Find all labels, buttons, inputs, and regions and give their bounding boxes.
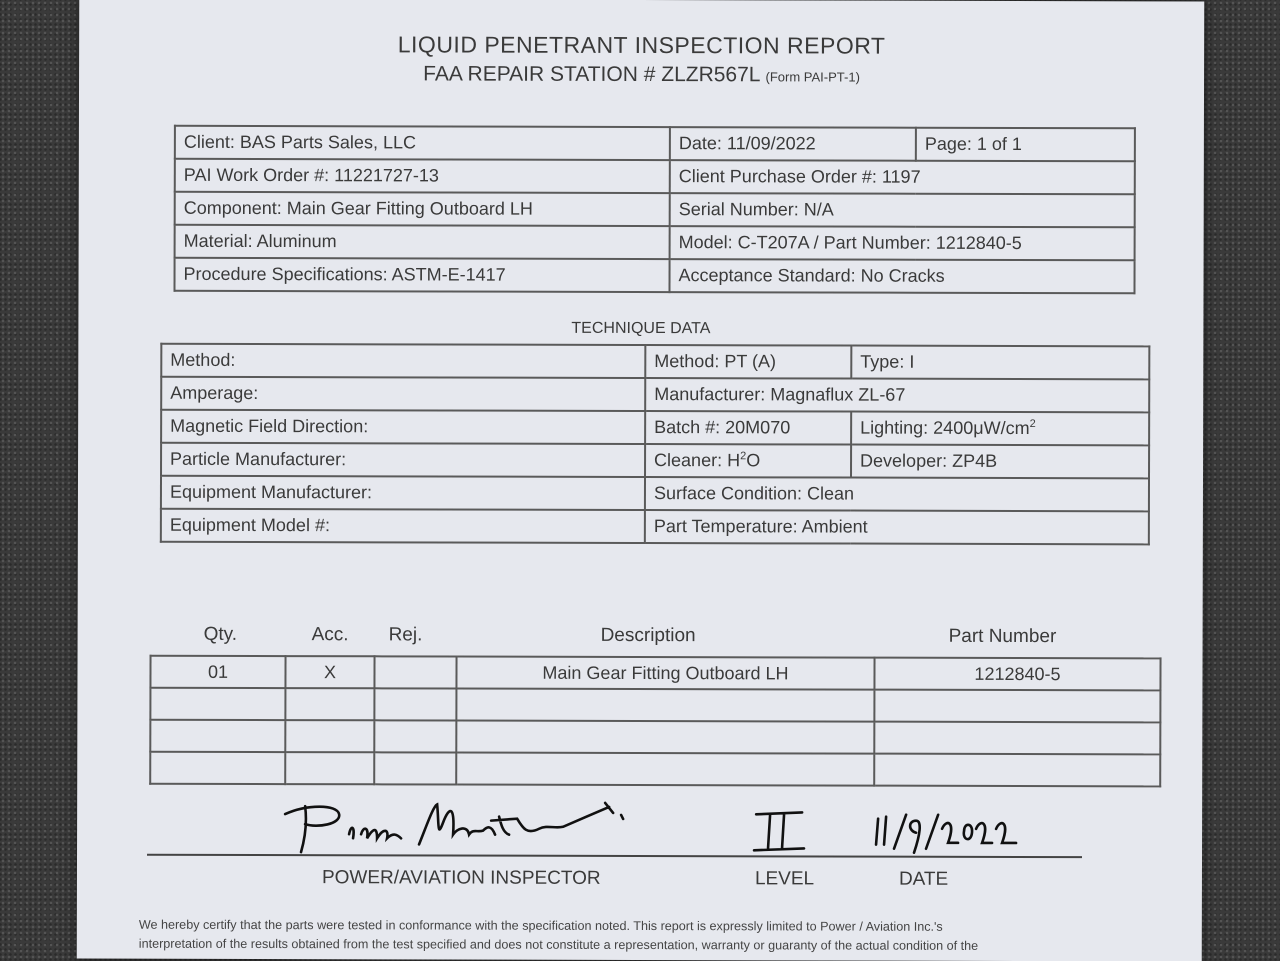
certification-line: We hereby certify that the parts were tested in conformance with the specification noted. This report is expressly limited to Power / Aviation Inc.'s	[138, 917, 943, 934]
equipment-model-cell: Equipment Model #:	[161, 509, 645, 543]
empty-cell	[874, 754, 1160, 787]
empty-cell	[285, 752, 374, 784]
empty-cell	[874, 690, 1160, 723]
amperage-cell: Amperage:	[161, 377, 645, 411]
form-number: (Form PAI-PT-1)	[765, 69, 860, 85]
lighting-superscript: 2	[1029, 418, 1036, 431]
description-cell: Main Gear Fitting Outboard LH	[456, 657, 874, 690]
repair-station-number: FAA REPAIR STATION # ZLZR567L	[423, 62, 760, 87]
work-order-cell: PAI Work Order #: 11221727-13	[175, 159, 670, 193]
cleaner-value: Cleaner: H	[654, 450, 741, 471]
rej-cell	[374, 656, 456, 688]
surface-condition-cell: Surface Condition: Clean	[645, 477, 1149, 511]
inspection-report-page	[77, 0, 1205, 961]
material-cell: Material: Aluminum	[175, 225, 670, 259]
part-number-cell: 1212840-5	[874, 658, 1160, 691]
lighting-cell	[851, 412, 1149, 446]
empty-cell	[150, 752, 285, 784]
items-table	[149, 655, 1161, 788]
lighting-value: Lighting: 2400μW/cm	[860, 417, 1030, 439]
serial-number-cell: Serial Number: N/A	[670, 193, 1135, 227]
certification-text	[139, 916, 1169, 957]
empty-cell	[374, 752, 456, 784]
client-info-table	[173, 125, 1135, 295]
certification-line: interpretation of the results obtained from the test specified and does not constitute a representation, warranty or guaranty of the actual condition of the	[138, 936, 979, 953]
qty-cell: 01	[150, 656, 285, 688]
acc-header: Acc.	[311, 624, 349, 646]
qty-header: Qty.	[203, 623, 238, 645]
method-label-cell: Method:	[161, 344, 645, 378]
batch-cell: Batch #: 20M070	[645, 411, 851, 445]
part-number-header: Part Number	[948, 625, 1057, 648]
level-handwriting	[752, 806, 812, 856]
level-caption: LEVEL	[754, 868, 815, 890]
date-handwriting	[872, 813, 1022, 857]
empty-cell	[456, 753, 874, 786]
part-temperature-cell: Part Temperature: Ambient	[645, 510, 1149, 544]
client-po-cell: Client Purchase Order #: 1197	[670, 160, 1135, 194]
component-cell: Component: Main Gear Fitting Outboard LH	[175, 192, 670, 226]
method-value-cell: Method: PT (A)	[645, 345, 851, 379]
rej-header: Rej.	[388, 624, 423, 646]
developer-cell: Developer: ZP4B	[851, 445, 1149, 479]
table-row	[150, 688, 1160, 723]
cleaner-superscript: 2	[740, 450, 747, 463]
technique-data-table	[160, 343, 1151, 546]
client-cell: Client: BAS Parts Sales, LLC	[175, 126, 670, 160]
report-subtitle	[79, 62, 1204, 89]
technique-data-heading: TECHNIQUE DATA	[571, 319, 711, 338]
empty-cell	[456, 721, 874, 754]
procedure-spec-cell: Procedure Specifications: ASTM-E-1417	[174, 258, 669, 292]
table-row	[150, 720, 1160, 755]
penetrant-manufacturer-cell: Manufacturer: Magnaflux ZL-67	[645, 378, 1149, 412]
particle-manufacturer-cell: Particle Manufacturer:	[161, 443, 645, 477]
empty-cell	[150, 720, 285, 752]
empty-cell	[456, 689, 874, 722]
date-caption: DATE	[898, 868, 949, 890]
inspector-caption: POWER/AVIATION INSPECTOR	[321, 867, 601, 889]
acceptance-standard-cell: Acceptance Standard: No Cracks	[669, 259, 1134, 293]
table-row	[150, 752, 1160, 787]
empty-cell	[374, 720, 456, 752]
empty-cell	[285, 688, 374, 720]
description-header: Description	[600, 624, 696, 647]
empty-cell	[874, 722, 1160, 755]
model-part-number-cell: Model: C-T207A / Part Number: 1212840-5	[670, 226, 1135, 260]
cleaner-cell	[645, 444, 851, 478]
empty-cell	[285, 720, 374, 752]
page-cell: Page: 1 of 1	[916, 128, 1135, 162]
empty-cell	[374, 688, 456, 720]
report-title: LIQUID PENETRANT INSPECTION REPORT	[397, 31, 886, 59]
cleaner-suffix: O	[746, 450, 761, 471]
type-cell: Type: I	[851, 346, 1149, 380]
inspector-signature	[277, 794, 637, 857]
table-row	[150, 656, 1160, 691]
equipment-manufacturer-cell: Equipment Manufacturer:	[161, 476, 645, 510]
empty-cell	[150, 688, 285, 720]
magnetic-field-cell: Magnetic Field Direction:	[161, 410, 645, 444]
date-cell: Date: 11/09/2022	[670, 127, 916, 161]
acc-cell: X	[285, 656, 374, 688]
